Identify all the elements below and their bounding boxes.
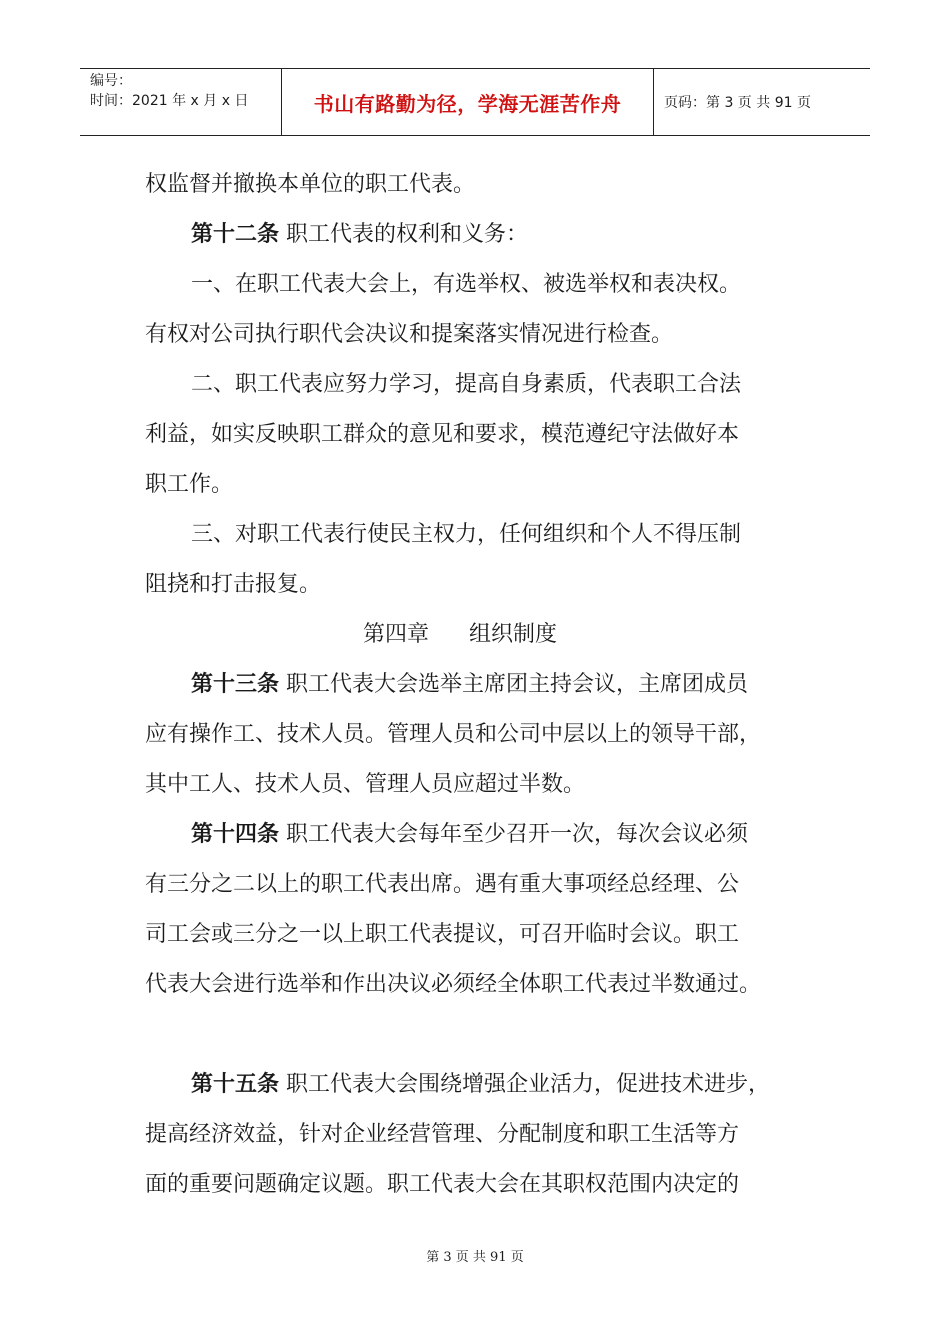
document-body xyxy=(145,160,805,1210)
document-header-table xyxy=(80,68,870,136)
paragraph-line: 阻挠和打击报复。 xyxy=(145,572,322,597)
article-14-title: 第十四条 xyxy=(191,822,280,847)
header-page-info: 页码：第 3 页 共 91 页 xyxy=(664,95,811,111)
paragraph-line: 二、职工代表应努力学习，提高自身素质，代表职工合法 xyxy=(191,372,742,397)
article-15 xyxy=(145,1060,805,1110)
paragraph-line: 面的重要问题确定议题。职工代表大会在其职权范围内决定的 xyxy=(145,1172,740,1197)
paragraph-line: 应有操作工、技术人员。管理人员和公司中层以上的领导干部， xyxy=(145,722,762,747)
paragraph-line: 有权对公司执行职代会决议和提案落实情况进行检查。 xyxy=(145,322,674,347)
chapter-heading xyxy=(145,610,805,660)
article-14 xyxy=(145,810,805,860)
article-12-title: 第十二条 xyxy=(191,222,280,247)
paragraph-line: 职工作。 xyxy=(145,472,234,497)
paragraph-line: 一、在职工代表大会上，有选举权、被选举权和表决权。 xyxy=(191,272,742,297)
article-12-text: 职工代表的权利和义务： xyxy=(286,222,529,247)
paragraph-spacer xyxy=(145,1010,805,1060)
paragraph-line: 提高经济效益，针对企业经营管理、分配制度和职工生活等方 xyxy=(145,1122,740,1147)
header-meta-cell xyxy=(80,69,282,135)
article-13-text: 职工代表大会选举主席团主持会议，主席团成员 xyxy=(286,672,749,697)
page-footer: 第 3 页 共 91 页 xyxy=(426,1250,524,1265)
article-14-text: 职工代表大会每年至少召开一次，每次会议必须 xyxy=(286,822,749,847)
paragraph-line: 三、对职工代表行使民主权力，任何组织和个人不得压制 xyxy=(191,522,742,547)
article-13-title: 第十三条 xyxy=(191,672,280,697)
paragraph-line: 代表大会进行选举和作出决议必须经全体职工代表过半数通过。 xyxy=(145,972,762,997)
document-date-label: 时间：2021 年 x 月 x 日 xyxy=(90,93,249,109)
article-15-text: 职工代表大会围绕增强企业活力，促进技术进步， xyxy=(286,1072,771,1097)
paragraph-line: 其中工人、技术人员、管理人员应超过半数。 xyxy=(145,772,586,797)
paragraph-line: 利益，如实反映职工群众的意见和要求，模范遵纪守法做好本 xyxy=(145,422,740,447)
header-page-cell xyxy=(654,69,870,135)
paragraph-line: 司工会或三分之一以上职工代表提议，可召开临时会议。职工 xyxy=(145,922,740,947)
chapter-number: 第四章 xyxy=(362,622,429,647)
article-12 xyxy=(145,210,805,260)
article-13 xyxy=(145,660,805,710)
header-motto-cell xyxy=(282,69,654,135)
document-number-label: 编号： xyxy=(90,73,132,89)
article-15-title: 第十五条 xyxy=(191,1072,280,1097)
paragraph-line: 权监督并撤换本单位的职工代表。 xyxy=(145,172,476,197)
header-motto: 书山有路勤为径，学海无涯苦作舟 xyxy=(313,91,622,116)
chapter-title: 组织制度 xyxy=(469,622,558,647)
paragraph-line: 有三分之二以上的职工代表出席。遇有重大事项经总经理、公 xyxy=(145,872,740,897)
